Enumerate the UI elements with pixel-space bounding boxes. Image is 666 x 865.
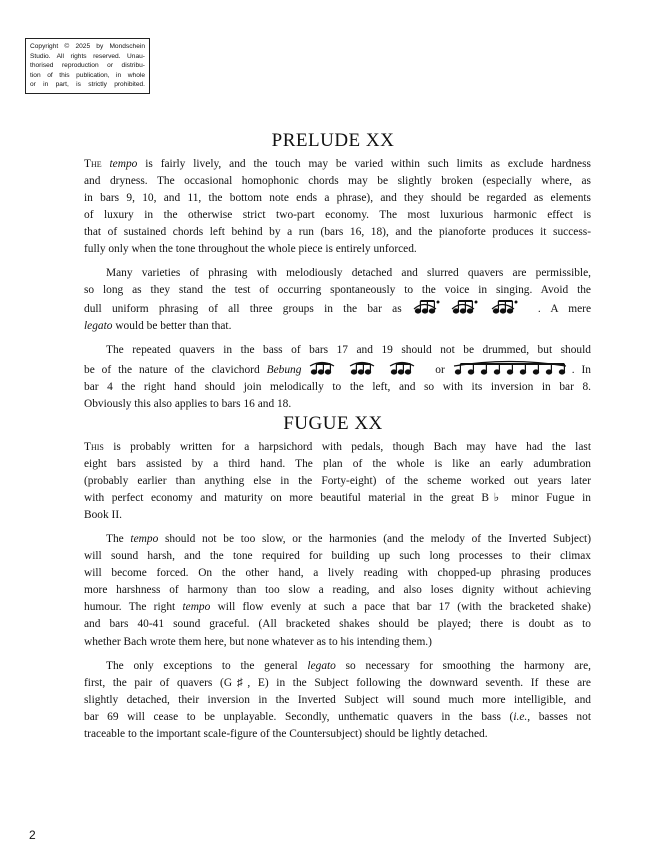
fugue-paragraph-3 (84, 658, 591, 743)
fugue-section (84, 439, 591, 743)
emphasis-text: legato (307, 659, 336, 672)
text-line: first, the pair of quavers (G♯, E) in the Subject following the downward seventh. If these are (84, 676, 591, 689)
text-run: dull uniform phrasing of all three groups in the bar as (84, 303, 402, 316)
text-run: is fairly lively, and the touch may be varied within such limits as exclude hardness (137, 158, 591, 170)
emphasis-text: tempo (109, 158, 138, 170)
text-line: Obviously this also applies to bars 16 and 18. (84, 397, 292, 410)
text-line: eight bars assisted by a third hand. The plan of the whole is like an early adumbration (84, 458, 591, 471)
text-line: so long as they stand the test of occurring spontaneously to the voice in singing. Avoid the (84, 284, 591, 297)
prelude-paragraph-2 (84, 265, 591, 335)
text-line: and bars 40-41 sound graceful. (All bracketed shakes should be played; there is doubt as to (84, 618, 591, 631)
music-notation-phrasing-example (412, 299, 538, 315)
text-run: will flow evenly at such a pace that bar 17 (with the bracketed shake) (210, 601, 591, 614)
text-run: is probably written for a harpsichord with pedals, though Bach may have had the last (103, 441, 591, 453)
copyright-notice (25, 38, 150, 94)
text-line: more harshness of harmony than too slow a reading, and also loses dignity without achieving (84, 584, 591, 597)
copyright-line: or in part, is strictly prohibited. (30, 81, 145, 89)
text-line: traceable to the important scale-figure of the Countersubject) should be lightly detached. (84, 727, 488, 740)
prelude-paragraph-3 (84, 342, 591, 412)
text-run: humour. The right (84, 601, 176, 614)
music-notation-bebung-example (308, 360, 428, 376)
text-line: will sound harsh, and the tone required for building up such long processes to their climax (84, 550, 591, 563)
text-line (84, 156, 591, 173)
prelude-title: PRELUDE XX (271, 130, 395, 151)
text-line (84, 360, 591, 379)
text-line: slightly detached, their inversion in the Inverted Subject will sound much more intelligible, and (84, 693, 591, 706)
fugue-paragraph-2 (84, 531, 591, 650)
lead-word: This (84, 441, 104, 453)
emphasis-text: legato (84, 320, 113, 333)
text-line: of luxury in the otherwise strict two-part economy. The most luxurious harmonic effect is (84, 209, 591, 222)
text-line: with perfect economy and maturity on more beautiful material in the great B♭ minor Fugue in (84, 492, 591, 505)
prelude-section (84, 156, 591, 413)
text-line: bar 4 the right hand should join melodically to the left, and so with its inversion in bar 8. (84, 380, 591, 393)
text-run: bar 69 will cease to be unplayable. Secondly, unthematic quavers in the bass ( (84, 710, 514, 723)
text-line: The repeated quavers in the bass of bars 17 and 19 should not be drummed, but should (106, 344, 591, 357)
page-number: 2 (29, 828, 36, 842)
text-run: The only exceptions to the general (106, 659, 298, 672)
emphasis-text: tempo (182, 601, 211, 614)
emphasis-text: tempo (130, 533, 159, 546)
text-line (84, 531, 591, 548)
text-run: The (106, 533, 124, 546)
text-run: so necessary for smoothing the harmony are, (335, 659, 591, 672)
text-line: Many varieties of phrasing with melodiously detached and slurred quavers are permissible, (106, 267, 591, 280)
text-run: be of the nature of the clavichord (84, 363, 260, 376)
text-run: . A mere (537, 303, 591, 316)
copyright-line: Studio. All rights reserved. Unau- (30, 52, 145, 60)
fugue-title: FUGUE XX (283, 413, 383, 434)
text-line: (probably earlier than anything else in the Forty-eight) of the scheme worked out years later (84, 475, 591, 488)
prelude-paragraph-1 (84, 156, 591, 258)
text-line: fully only when the tone throughout the whole piece is entirely unforced. (84, 243, 417, 256)
text-line: and dryness. The occasional homophonic chords may be slightly broken (especially where, as (84, 175, 591, 188)
text-line (84, 599, 591, 616)
emphasis-text: i.e. (513, 710, 528, 723)
music-notation-legato-example (452, 360, 572, 376)
text-line (84, 318, 591, 335)
text-run: or (435, 363, 445, 376)
copyright-line: Copyright © 2025 by Mondschein (30, 43, 145, 50)
text-line (84, 658, 591, 675)
text-run: should not be too slow, or the harmonies (and the melody of the Inverted Subject) (158, 533, 591, 546)
text-run: . In (571, 363, 591, 376)
text-line (84, 299, 591, 318)
fugue-paragraph-1 (84, 439, 591, 524)
lead-word: The (84, 158, 102, 170)
text-run: , basses not (527, 710, 591, 723)
text-line: that of sustained chords left behind by a run (bars 16, 18), and the pianoforte produces it success- (84, 226, 591, 239)
copyright-line: tion of this publication, in whole (30, 71, 145, 79)
text-line: will become forced. On the other hand, a lively reading with chopped-up phrasing produces (84, 567, 591, 580)
text-line: Book II. (84, 509, 122, 522)
text-run: would be better than that. (112, 320, 232, 333)
text-line (84, 709, 591, 726)
text-line (84, 439, 591, 456)
emphasis-text: Bebung (266, 363, 302, 376)
copyright-line: thorised reproduction or distribu- (30, 62, 145, 70)
text-line: whether Bach wrote them here, but none whatever as to his intending them.) (84, 635, 432, 648)
text-line: in bars 9, 10, and 11, the bottom note ends a phrase), and they should be regarded as elements (84, 192, 591, 205)
